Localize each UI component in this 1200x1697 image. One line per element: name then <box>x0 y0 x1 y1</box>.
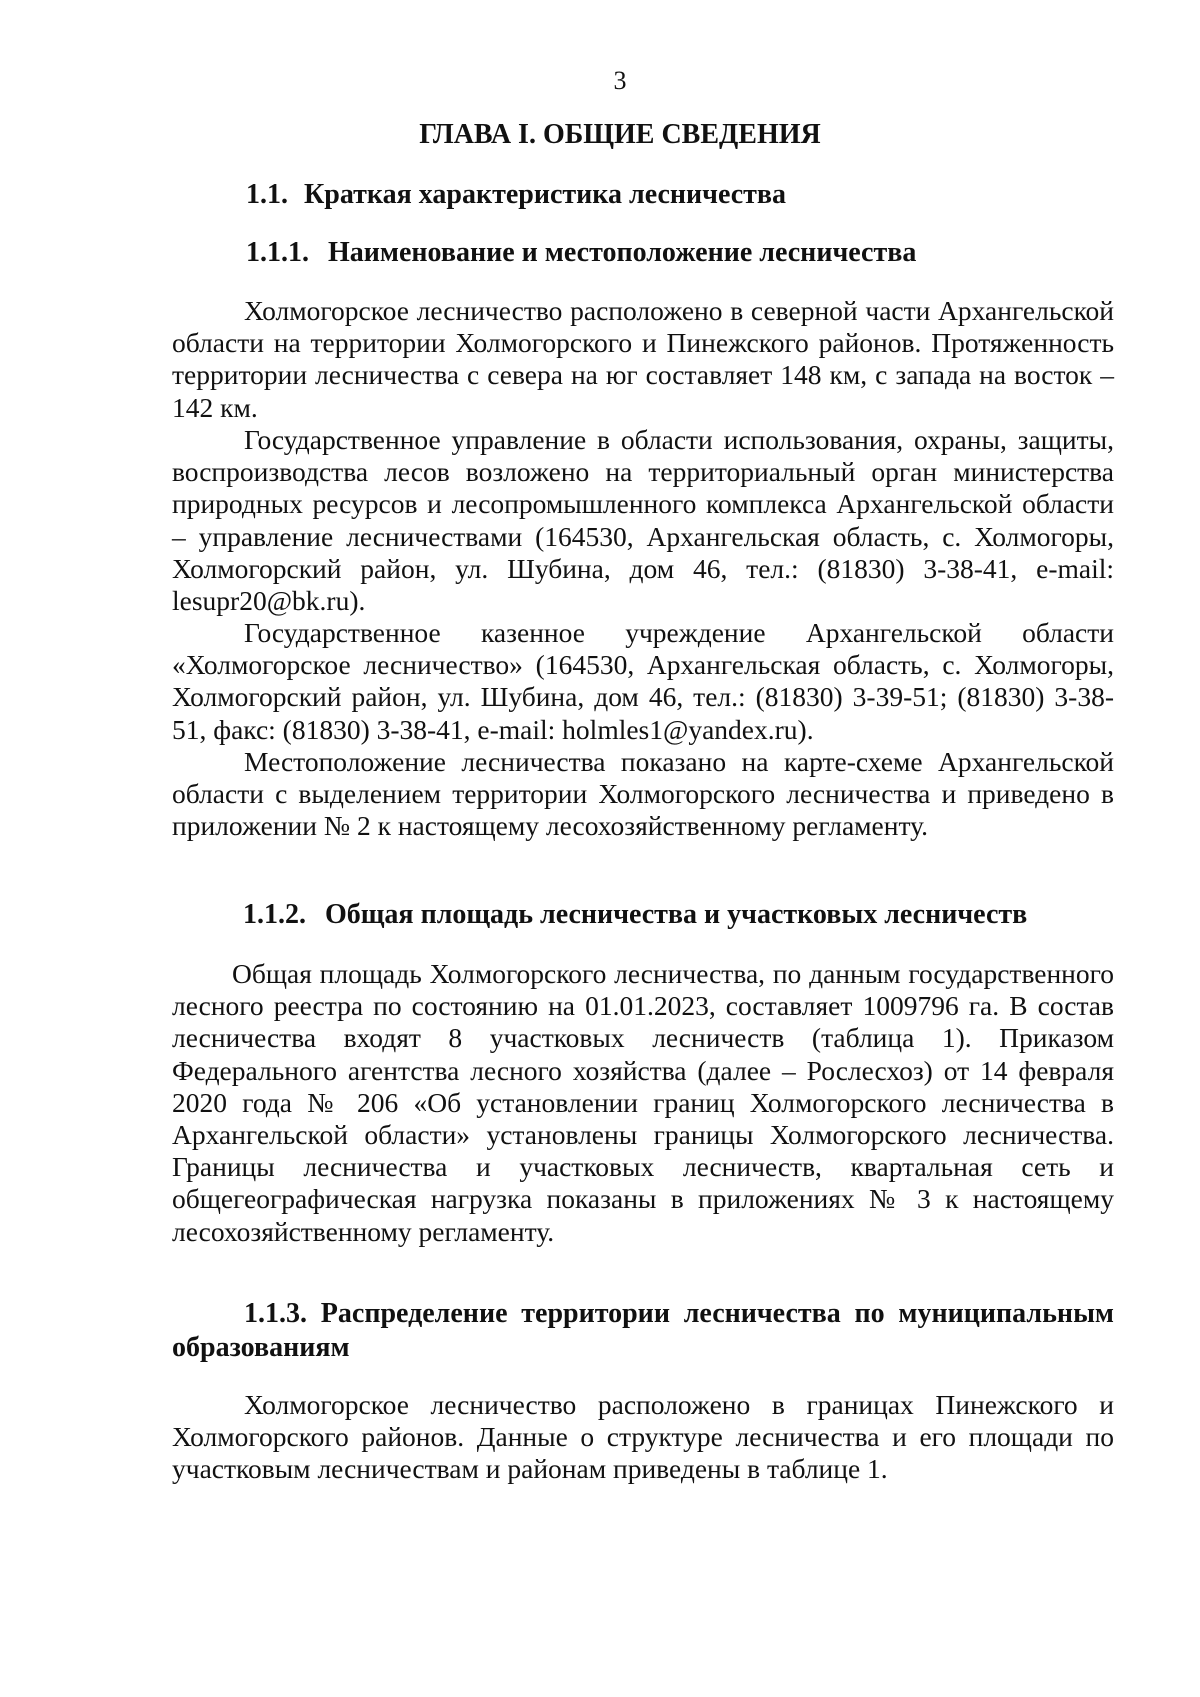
section-title: Общая площадь лесничества и участковых лесничеств <box>325 899 1028 930</box>
paragraph-state-management: Государственное управление в области использования, охраны, защиты, воспроизводства лесов возложено на территориальный орган министерства природных ресурсов и лесопромышленного комплекса Архангельской области – управление лесничествами (164530, Архангельская область, с. Холмогоры, Холмогорский район, ул. Шубина, дом 46, тел.: (81830) 3-38-41, e-mail: lesupr20@bk.ru). <box>172 424 1114 617</box>
paragraph-municipal-distribution: Холмогорское лесничество расположено в границах Пинежского и Холмогорского районов. Данные о структуре лесничества и его площади по участковым лесничествам и районам приведены в таблице 1. <box>172 1389 1114 1485</box>
paragraph-map-reference: Местоположение лесничества показано на карте-схеме Архангельской области с выделением территории Холмогорского лесничества и приведено в приложении № 2 к настоящему лесохозяйственному регламенту. <box>172 746 1114 842</box>
section-number: 1.1.1. <box>246 237 309 268</box>
section-title: Распределение территории лесничества по муниципальным образованиям <box>172 1298 1114 1363</box>
paragraph-location: Холмогорское лесничество расположено в северной части Архангельской области на территории Холмогорского и Пинежского районов. Протяженность территории лесничества с севера на юг составляет 148 км, с запада на восток –142 км. <box>172 295 1114 423</box>
section-heading-1-1-1 <box>246 236 916 270</box>
section-title: Наименование и местоположение лесничества <box>328 237 917 268</box>
section-heading-1-1-2 <box>243 898 1027 932</box>
section-number: 1.1. <box>246 179 288 210</box>
chapter-title: ГЛАВА I. ОБЩИЕ СВЕДЕНИЯ <box>419 119 821 150</box>
paragraph-state-institution: Государственное казенное учреждение Архангельской области «Холмогорское лесничество» (164530, Архангельская область, с. Холмогоры, Холмогорский район, ул. Шубина, дом 46, тел.: (81830) 3-39-51; (81830) 3-38-51, факс: (81830) 3-38-41, e-mail: holmles1@yandex.ru). <box>172 617 1114 745</box>
section-number: 1.1.2. <box>243 899 306 930</box>
page-number: 3 <box>613 66 627 95</box>
section-heading-1-1-3 <box>172 1297 1114 1365</box>
paragraph-total-area: Общая площадь Холмогорского лесничества, по данным государственного лесного реестра по состоянию на 01.01.2023, составляет 1009796 га. В состав лесничества входят 8 участковых лесничеств (таблица 1). Приказом Федерального агентства лесного хозяйства (далее – Рослесхоз) от 14 февраля 2020 года № 206 «Об установлении границ Холмогорского лесничества в Архангельской области» установлены границы Холмогорского лесничества. Границы лесничества и участковых лесничеств, квартальная сеть и общегеографическая нагрузка показаны в приложениях № 3 к настоящему лесохозяйственному регламенту. <box>172 958 1114 1247</box>
section-number: 1.1.3. <box>244 1298 307 1329</box>
section-title: Краткая характеристика лесничества <box>304 179 787 210</box>
section-heading-1-1 <box>246 178 786 212</box>
